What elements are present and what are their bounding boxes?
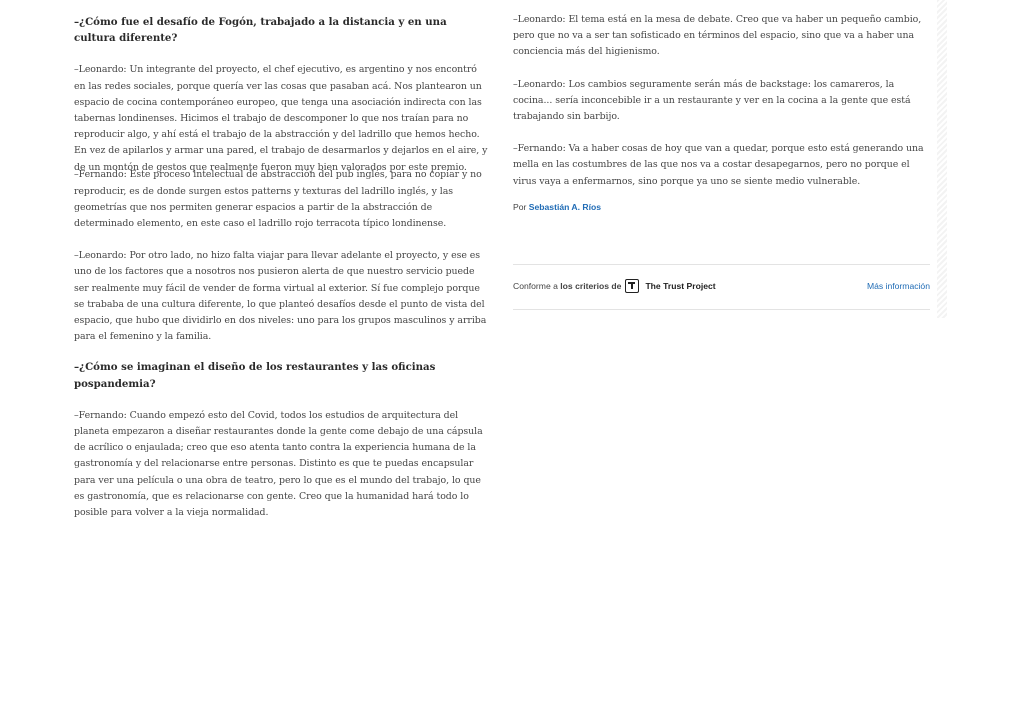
- byline-prefix: Por: [513, 201, 527, 212]
- trust-project-name: The Trust Project: [645, 281, 716, 291]
- question-heading-2: –¿Cómo se imaginan el diseño de los restaurantes y las oficinas pospandemia?: [74, 361, 436, 390]
- trust-project-logo-icon: [625, 279, 639, 293]
- answer-paragraph: –Fernando: Cuando empezó esto del Covid, todos los estudios de arquitectura del planeta empezaron a diseñar restaurantes donde la gente come debajo de una cápsula de acrílico o enjaulada; creo que eso atenta tanto contra la experiencia humana de la gastronomía y del relacionarse entre personas. Distinto es que te puedas encapsular para ver una película o una obra de teatro, pero lo que es el mundo del trabajo, lo que es gastronomía, que es relacionarse con gente. Creo que la humanidad hará todo lo posible para volver a la vieja normalidad.: [74, 409, 483, 519]
- answer-paragraph: –Leonardo: Por otro lado, no hizo falta viajar para llevar adelante el proyecto, y ese es uno de los factores que a nosotros nos pusieron alerta de que nuestro servicio puede ser realmente muy fácil de vender de forma virtual al exterior. Sí fue complejo porque se trababa de una cultura diferente, lo que planteó desafíos desde el punto de vista del espacio, que hubo que dividirlo en dos niveles: uno para los grupos masculinos y arriba para el femenino y la familia.: [74, 250, 487, 343]
- article-right-column: [513, 0, 931, 212]
- trust-project-credit: [513, 279, 716, 293]
- more-info-link[interactable]: Más información: [866, 281, 930, 291]
- answer-paragraph: –Leonardo: El tema está en la mesa de debate. Creo que va haber un pequeño cambio, pero que no va a ser tan sofisticado en términos del espacio, sino que va a haber una conciencia más del higienismo.: [513, 14, 922, 58]
- byline: [513, 202, 931, 212]
- answer-paragraph: –Leonardo: Los cambios seguramente serán más de backstage: los camareros, la cocina... sería inconcebible ir a un restaurante y ver en la cocina a la gente que está trabajando sin barbijo.: [513, 78, 911, 123]
- article-left-column: [74, 0, 490, 521]
- answer-paragraph: –Fernando: Va a haber cosas de hoy que van a quedar, porque esto está generando una mella en las costumbres de las que nos va a costar desapegarnos, pero no porque el virus vaya a enfermarnos, sino porque ya uno se siente medio vulnerable.: [513, 143, 924, 187]
- trust-project-bar: [513, 264, 930, 310]
- trust-criteria: los criterios de: [560, 281, 622, 291]
- answer-paragraph: –Fernando: Este proceso intelectual de abstracción del pub inglés, para no copiar y no reproducir, es de donde surgen estos patterns y texturas del ladrillo inglés, y las geometrías que nos permiten generar espacios a partir de la abstracción de determinado elemento, en este caso el ladrillo rojo terracota típico londinense.: [74, 169, 482, 230]
- trust-prefix: Conforme a: [513, 281, 558, 291]
- author-link[interactable]: Sebastián A. Ríos: [528, 201, 602, 212]
- side-rail: [937, 0, 947, 318]
- answer-block-1: [74, 62, 490, 173]
- question-heading-1: –¿Cómo fue el desafío de Fogón, trabajado a la distancia y en una cultura diferente?: [74, 16, 447, 45]
- answer-paragraph: –Leonardo: Un integrante del proyecto, el chef ejecutivo, es argentino y nos encontró en las redes sociales, porque quería ver las cosas que pasaban acá. Nos plantearon un espacio de cocina contemporáneo europeo, que tenga una asociación indirecta con las tabernas londinenses. Hicimos el trabajo de descomponer lo que nos traían para no reproducir algo, y ahí está el trabajo de la abstracción y del ladrillo que hemos hecho. En vez de apilarlos y armar una pared, el trabajo de desarmarlos y dejarlos en el aire, y de un montón de gestos que realmente fueron muy bien valorados por este premio.: [74, 64, 488, 173]
